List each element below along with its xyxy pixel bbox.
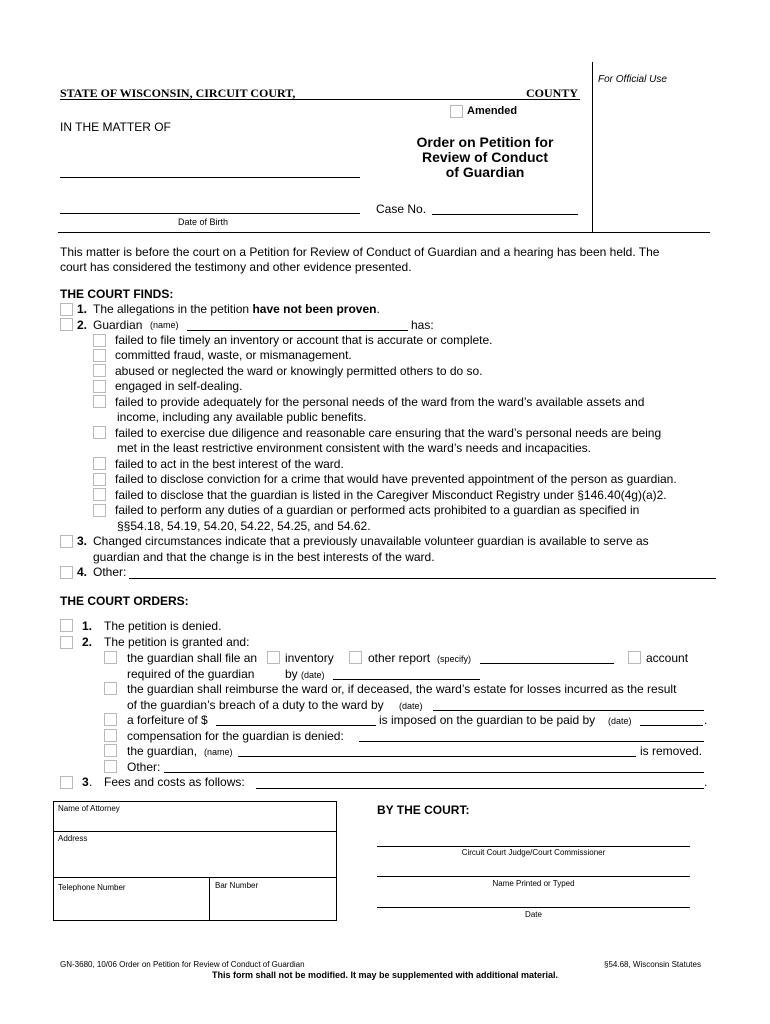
compensation-denied-field[interactable] xyxy=(359,741,704,742)
find-2f-text: failed to exercise due diligence and reasonable care ensuring that the ward’s personal needs are being xyxy=(115,426,662,440)
find-4-number: 4. xyxy=(77,565,88,579)
order-3-checkbox[interactable] xyxy=(60,776,73,789)
header-bottom-rule xyxy=(58,232,710,233)
find-2j-checkbox[interactable] xyxy=(93,504,106,517)
case-no-field[interactable] xyxy=(432,214,578,215)
order-2b-checkbox[interactable] xyxy=(104,682,117,695)
forfeiture-amount-field[interactable] xyxy=(216,725,376,726)
order-2f-checkbox[interactable] xyxy=(104,760,117,773)
order-2a-text: the guardian shall file an xyxy=(127,651,258,665)
signature-date-field[interactable] xyxy=(377,907,690,908)
guardian-removed-name-hint: (name) xyxy=(204,747,233,757)
guardian-name-field[interactable] xyxy=(187,330,408,331)
court-orders-heading: THE COURT ORDERS: xyxy=(60,594,189,608)
attorney-name-divider xyxy=(53,831,337,832)
ward-name-field[interactable] xyxy=(60,177,360,178)
find-2c-text: abused or neglected the ward or knowingly permitted others to do so. xyxy=(115,364,483,378)
inventory-label: inventory xyxy=(285,651,334,665)
official-use-divider xyxy=(592,62,593,232)
account-label: account xyxy=(646,651,689,665)
find-2i-checkbox[interactable] xyxy=(93,488,106,501)
other-report-specify-hint: (specify) xyxy=(437,654,472,664)
find-4-other-label: Other: xyxy=(93,565,127,579)
form-title-line2: Review of Conduct xyxy=(421,149,548,165)
modification-notice: This form shall not be modified. It may be supplemented with additional material. xyxy=(211,970,559,980)
court-finds-heading: THE COURT FINDS: xyxy=(60,287,174,301)
order-2-checkbox[interactable] xyxy=(60,636,73,649)
find-2i-text: failed to disclose that the guardian is listed in the Caregiver Misconduct Registry under §146.40(4g)(a)2. xyxy=(115,488,667,502)
order-2c-checkbox[interactable] xyxy=(104,713,117,726)
order-2b-text: the guardian shall reimburse the ward or, if deceased, the ward’s estate for losses incurred as the result xyxy=(127,682,677,696)
find-2d-checkbox[interactable] xyxy=(93,380,106,393)
amended-checkbox[interactable] xyxy=(450,105,463,118)
official-use-label: For Official Use xyxy=(598,74,667,85)
find-3-number: 3. xyxy=(77,534,88,548)
fees-costs-period: . xyxy=(704,775,708,789)
find-2f-checkbox[interactable] xyxy=(93,426,106,439)
forfeiture-date-field[interactable] xyxy=(640,725,703,726)
attorney-name-label: Name of Attorney xyxy=(58,804,120,813)
bar-number-label: Bar Number xyxy=(215,881,259,890)
name-printed-field[interactable] xyxy=(377,876,690,877)
dob-field[interactable] xyxy=(60,213,360,214)
statute-footer: §54.68, Wisconsin Statutes xyxy=(604,960,701,969)
find-4-checkbox[interactable] xyxy=(60,566,73,579)
find-1-number: 1. xyxy=(77,302,88,316)
order-3-dot: . xyxy=(89,775,93,789)
find-2e-text: failed to provide adequately for the personal needs of the ward from the ward’s available assets and xyxy=(115,395,645,409)
find-2-number: 2. xyxy=(77,318,88,332)
find-2h-text: failed to disclose conviction for a crime that would have prevented appointment of the person as guardian. xyxy=(115,472,677,486)
reimburse-date-field[interactable] xyxy=(433,710,704,711)
find-2-checkbox[interactable] xyxy=(60,318,73,331)
fees-costs-field[interactable] xyxy=(256,788,704,789)
find-2e-checkbox[interactable] xyxy=(93,395,106,408)
attorney-info-box xyxy=(53,801,337,921)
by-the-court-label: BY THE COURT: xyxy=(377,803,470,817)
find-2e-continued: income, including any available public benefits. xyxy=(117,410,367,424)
name-printed-label: Name Printed or Typed xyxy=(492,879,575,888)
order-1-number: 1. xyxy=(82,619,93,633)
other-report-specify-field[interactable] xyxy=(480,663,614,664)
form-title-line3: of Guardian xyxy=(445,164,525,180)
find-3-checkbox[interactable] xyxy=(60,535,73,548)
fees-costs-label: Fees and costs as follows: xyxy=(104,775,245,789)
account-checkbox[interactable] xyxy=(628,651,641,664)
find-2f-continued: met in the least restrictive environment consistent with the ward’s needs and incapacities. xyxy=(117,441,592,455)
intro-line1: This matter is before the court on a Petition for Review of Conduct of Guardian and a hearing has been held. The xyxy=(60,245,660,259)
order-1-checkbox[interactable] xyxy=(60,619,73,632)
find-2-has-label: has: xyxy=(411,318,434,332)
order-1-text: The petition is denied. xyxy=(104,619,222,633)
by-label: by xyxy=(285,667,298,681)
find-2d-text: engaged in self-dealing. xyxy=(115,379,243,393)
intro-line2: court has considered the testimony and other evidence presented. xyxy=(60,260,412,274)
signature-date-label: Date xyxy=(525,910,542,919)
guardian-removed-label: the guardian, xyxy=(127,744,198,758)
forfeiture-label: a forfeiture of $ xyxy=(127,713,208,727)
file-by-date-field[interactable] xyxy=(333,679,480,680)
order-other-label: Other: xyxy=(127,760,161,774)
other-report-checkbox[interactable] xyxy=(349,651,362,664)
find-2h-checkbox[interactable] xyxy=(93,473,106,486)
order-3-number: 3 xyxy=(82,775,89,789)
judge-signature-label: Circuit Court Judge/Court Commissioner xyxy=(461,848,606,857)
find-2-guardian-label: Guardian xyxy=(93,318,143,332)
find-2b-checkbox[interactable] xyxy=(93,349,106,362)
other-report-label: other report xyxy=(368,651,431,665)
guardian-removed-name-field[interactable] xyxy=(238,756,636,757)
form-id-footer: GN-3680, 10/06 Order on Petition for Review of Conduct of Guardian xyxy=(60,960,305,969)
required-of-guardian-label: required of the guardian xyxy=(127,667,255,681)
by-date-hint: (date) xyxy=(301,670,325,680)
reimburse-date-hint: (date) xyxy=(399,701,423,711)
order-2-text: The petition is granted and: xyxy=(104,635,250,649)
dob-label: Date of Birth xyxy=(178,217,229,227)
find-2g-text: failed to act in the best interest of the ward. xyxy=(115,457,344,471)
forfeiture-imposed-text: is imposed on the guardian to be paid by xyxy=(379,713,596,727)
form-title-line1: Order on Petition for xyxy=(416,134,554,150)
order-2b-continued: of the guardian’s breach of a duty to the ward by xyxy=(127,698,384,712)
find-1-text: The allegations in the petition have not been proven. xyxy=(93,302,380,316)
forfeiture-period: . xyxy=(704,713,708,727)
order-2e-checkbox[interactable] xyxy=(104,744,117,757)
find-2c-checkbox[interactable] xyxy=(93,364,106,377)
forfeiture-date-hint: (date) xyxy=(608,716,632,726)
find-2a-text: failed to file timely an inventory or account that is accurate or complete. xyxy=(115,333,493,347)
county-label: COUNTY xyxy=(526,86,579,100)
compensation-denied-label: compensation for the guardian is denied: xyxy=(127,729,344,743)
find-4-other-field[interactable] xyxy=(129,578,716,579)
find-2a-checkbox[interactable] xyxy=(93,334,106,347)
is-removed-label: is removed. xyxy=(640,744,703,758)
attorney-address-label: Address xyxy=(58,834,88,843)
find-3-text: Changed circumstances indicate that a previously unavailable volunteer guardian is available to serve as xyxy=(93,534,649,548)
phone-bar-divider xyxy=(209,878,210,921)
order-2a-checkbox[interactable] xyxy=(104,651,117,664)
telephone-number-label: Telephone Number xyxy=(58,883,126,892)
order-other-field[interactable] xyxy=(164,772,704,773)
amended-label: Amended xyxy=(467,105,518,117)
find-2-name-hint: (name) xyxy=(150,320,179,330)
find-2g-checkbox[interactable] xyxy=(93,457,106,470)
find-2j-continued: §§54.18, 54.19, 54.20, 54.22, 54.25, and 54.62. xyxy=(117,519,371,533)
find-2b-text: committed fraud, waste, or mismanagement. xyxy=(115,348,352,362)
attorney-address-divider xyxy=(53,877,337,878)
find-3-continued: guardian and that the change is in the best interests of the ward. xyxy=(93,550,435,564)
state-court-label: STATE OF WISCONSIN, CIRCUIT COURT, xyxy=(60,86,296,100)
in-matter-label: IN THE MATTER OF xyxy=(60,120,171,134)
judge-signature-field[interactable] xyxy=(377,846,690,847)
find-2j-text: failed to perform any duties of a guardian or performed acts prohibited to a guardian as specified in xyxy=(115,503,640,517)
order-2d-checkbox[interactable] xyxy=(104,729,117,742)
order-2-number: 2. xyxy=(82,635,93,649)
find-1-checkbox[interactable] xyxy=(60,303,73,316)
case-no-label: Case No. xyxy=(376,202,427,216)
county-field[interactable] xyxy=(60,99,580,100)
inventory-checkbox[interactable] xyxy=(267,651,280,664)
